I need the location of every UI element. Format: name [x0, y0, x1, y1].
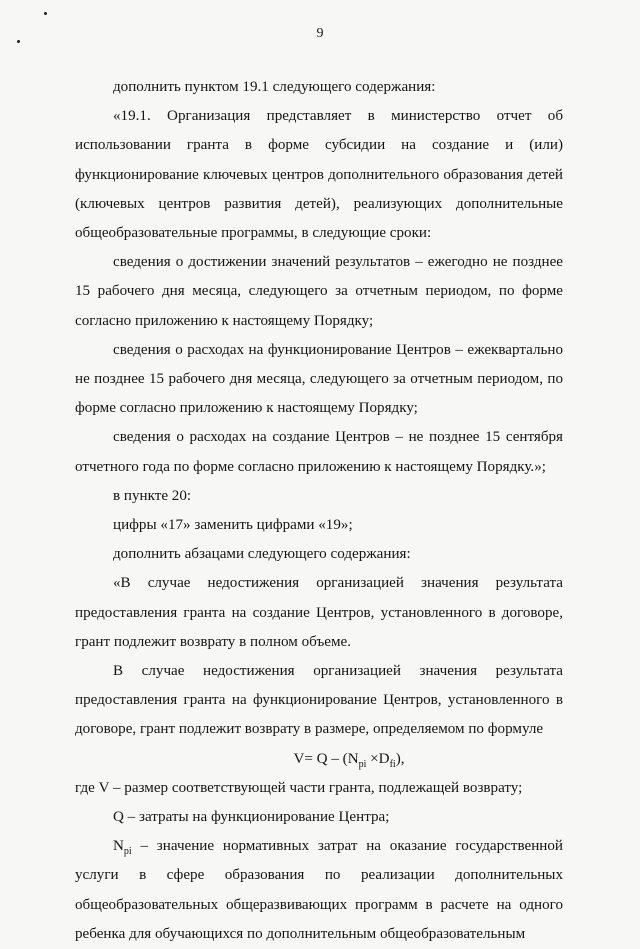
formula-legend: Q – затраты на функционирование Центра; [113, 809, 390, 826]
paragraph: «В случае недостижения организацией значения результата предоставления гранта на создание Центров, установленного в договоре, грант подлежит возврату в полном объеме. [75, 575, 563, 650]
formula-legend: где V – размер соответствующей части гранта, подлежащей возврату; [75, 779, 523, 796]
paragraph: сведения о расходах на создание Центров – не позднее 15 сентября отчетного года по форме согласно приложению к настоящему Порядку.»; [75, 429, 563, 475]
paragraph: В случае недостижения организацией значения результата предоставления гранта на функционирование Центров, установленного в договоре, грант подлежит возврату в размере, определяемом по формуле [75, 663, 563, 738]
scan-dot [44, 12, 47, 15]
paragraph: цифры «17» заменить цифрами «19»; [113, 517, 353, 534]
formula: $V= Q - (N_{pi} \times D_{fi})$, [293, 750, 405, 770]
paragraph: $N_{pi}$ – значение нормативных затрат на оказание государственной услуги в сфере образования по реализации дополнительных общеобразовательных общеразвивающих программ в расчете на одного ребенка для обучающихся по дополнительным общеобразовательным [75, 838, 563, 942]
paragraph: «19.1. Организация представляет в министерство отчет об использовании гранта в форме субсидии на создание и (или) функционирование ключевых центров дополнительного образования детей (ключевых центров развития детей), реализующих дополнительные общеобразовательные программы, в следующие сроки: [75, 108, 563, 242]
page-number: 9 [316, 26, 324, 41]
document-body [75, 73, 563, 949]
paragraph: в пункте 20: [113, 487, 192, 504]
paragraph: сведения о расходах на функционирование Центров – ежеквартально не позднее 15 рабочего дня месяца, следующего за отчетным периодом, по форме согласно приложению к настоящему Порядку; [75, 341, 563, 417]
paragraph: дополнить абзацами следующего содержания: [113, 546, 411, 563]
paragraph: дополнить пунктом 19.1 следующего содержания: [113, 79, 436, 95]
paragraph: сведения о достижении значений результатов – ежегодно не позднее 15 рабочего дня месяца, следующего за отчетным периодом, по форме согласно приложению к настоящему Порядку; [75, 254, 563, 329]
